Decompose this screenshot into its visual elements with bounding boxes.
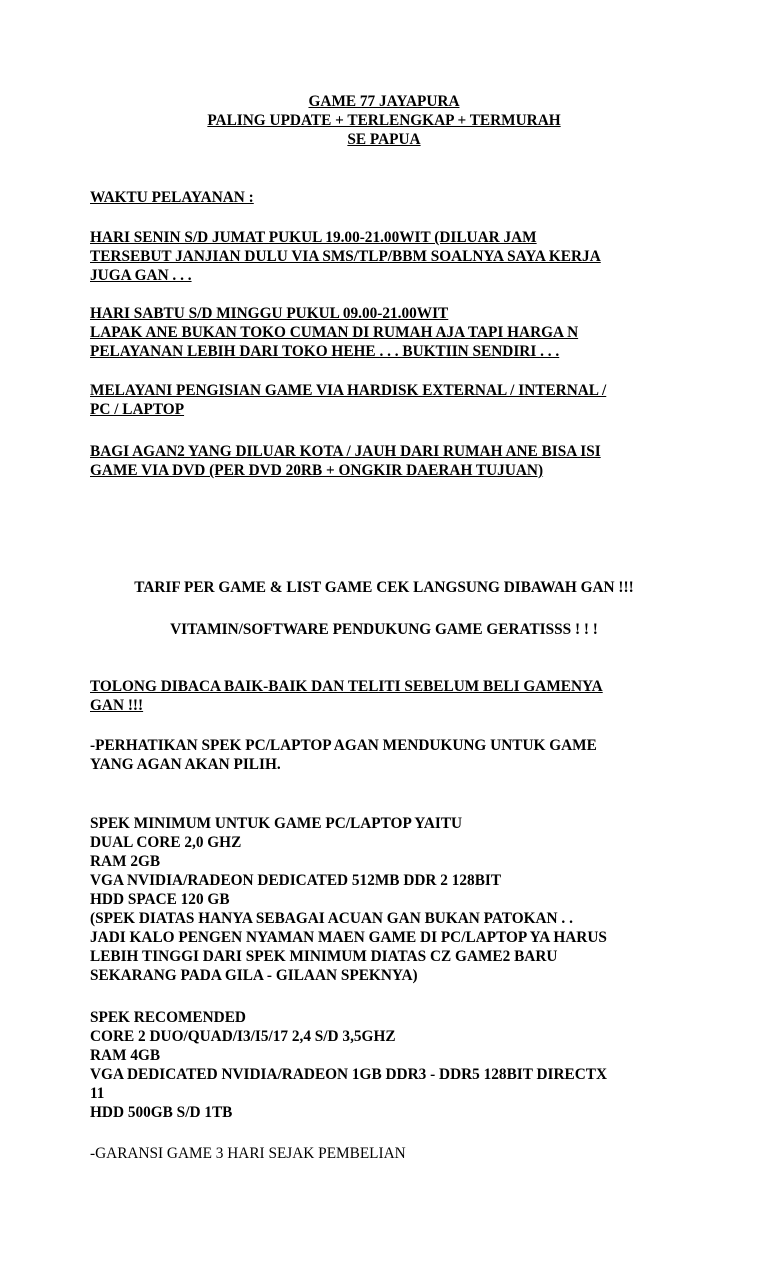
weekday-line: HARI SENIN S/D JUMAT PUKUL 19.00-21.00WIT (DILUAR JAM bbox=[90, 229, 537, 246]
weekend-hours bbox=[90, 304, 680, 361]
minimum-spec-line: LEBIH TINGGI DARI SPEK MINIMUM DIATAS CZ GAME2 BARU bbox=[90, 948, 558, 965]
read-carefully-line: TOLONG DIBACA BAIK-BAIK DAN TELITI SEBELUM BELI GAMENYA bbox=[90, 678, 603, 695]
warranty-note-text: -GARANSI GAME 3 HARI SEJAK PEMBELIAN bbox=[90, 1145, 406, 1162]
free-software-notice bbox=[0, 620, 768, 639]
recommended-specs bbox=[90, 1008, 680, 1122]
weekday-line: TERSEBUT JANJIAN DULU VIA SMS/TLP/BBM SOALNYA SAYA KERJA bbox=[90, 248, 601, 265]
read-carefully-notice bbox=[90, 677, 680, 715]
service-hours-title bbox=[90, 188, 680, 207]
minimum-spec-line: RAM 2GB bbox=[90, 853, 161, 870]
check-specs-line: -PERHATIKAN SPEK PC/LAPTOP AGAN MENDUKUNG UNTUK GAME bbox=[90, 737, 597, 754]
recommended-spec-line: 11 bbox=[90, 1085, 105, 1102]
weekend-line: HARI SABTU S/D MINGGU PUKUL 09.00-21.00WIT bbox=[90, 305, 449, 322]
header-subtitle: PALING UPDATE + TERLENGKAP + TERMURAH bbox=[207, 112, 561, 129]
header-title: GAME 77 JAYAPURA bbox=[308, 93, 460, 110]
minimum-spec-line: JADI KALO PENGEN NYAMAN MAEN GAME DI PC/LAPTOP YA HARUS bbox=[90, 929, 607, 946]
minimum-spec-line: (SPEK DIATAS HANYA SEBAGAI ACUAN GAN BUKAN PATOKAN . . bbox=[90, 910, 573, 927]
service-method-line: MELAYANI PENGISIAN GAME VIA HARDISK EXTERNAL / INTERNAL / bbox=[90, 382, 607, 399]
minimum-spec-line: DUAL CORE 2,0 GHZ bbox=[90, 834, 242, 851]
minimum-spec-line: SPEK MINIMUM UNTUK GAME PC/LAPTOP YAITU bbox=[90, 815, 463, 832]
dvd-service-line: BAGI AGAN2 YANG DILUAR KOTA / JAUH DARI RUMAH ANE BISA ISI bbox=[90, 443, 601, 460]
minimum-spec-line: HDD SPACE 120 GB bbox=[90, 891, 230, 908]
recommended-spec-line: RAM 4GB bbox=[90, 1047, 161, 1064]
recommended-spec-line: CORE 2 DUO/QUAD/I3/I5/17 2,4 S/D 3,5GHZ bbox=[90, 1028, 396, 1045]
document-header bbox=[0, 92, 768, 149]
service-hours-title-text: WAKTU PELAYANAN : bbox=[90, 189, 254, 206]
recommended-spec-line: SPEK RECOMENDED bbox=[90, 1009, 246, 1026]
minimum-specs bbox=[90, 814, 680, 985]
minimum-spec-line: VGA NVIDIA/RADEON DEDICATED 512MB DDR 2 128BIT bbox=[90, 872, 502, 889]
dvd-service bbox=[90, 442, 680, 480]
tariff-notice bbox=[0, 578, 768, 597]
recommended-spec-line: VGA DEDICATED NVIDIA/RADEON 1GB DDR3 - DDR5 128BIT DIRECTX bbox=[90, 1066, 608, 1083]
weekday-hours bbox=[90, 228, 680, 285]
weekend-line: LAPAK ANE BUKAN TOKO CUMAN DI RUMAH AJA TAPI HARGA N bbox=[90, 324, 579, 341]
service-method-line: PC / LAPTOP bbox=[90, 401, 185, 418]
warranty-note bbox=[90, 1144, 680, 1163]
dvd-service-line: GAME VIA DVD (PER DVD 20RB + ONGKIR DAERAH TUJUAN) bbox=[90, 462, 544, 479]
tariff-notice-text: TARIF PER GAME & LIST GAME CEK LANGSUNG DIBAWAH GAN !!! bbox=[134, 579, 634, 596]
read-carefully-line: GAN !!! bbox=[90, 697, 144, 714]
service-method bbox=[90, 381, 680, 419]
free-software-notice-text: VITAMIN/SOFTWARE PENDUKUNG GAME GERATISSS ! ! ! bbox=[170, 621, 598, 638]
weekend-line: PELAYANAN LEBIH DARI TOKO HEHE . . . BUKTIIN SENDIRI . . . bbox=[90, 343, 560, 360]
minimum-spec-line: SEKARANG PADA GILA - GILAAN SPEKNYA) bbox=[90, 967, 418, 984]
recommended-spec-line: HDD 500GB S/D 1TB bbox=[90, 1104, 233, 1121]
check-specs-line: YANG AGAN AKAN PILIH. bbox=[90, 756, 281, 773]
header-region: SE PAPUA bbox=[347, 131, 421, 148]
check-specs-notice bbox=[90, 736, 680, 774]
weekday-line: JUGA GAN . . . bbox=[90, 267, 192, 284]
